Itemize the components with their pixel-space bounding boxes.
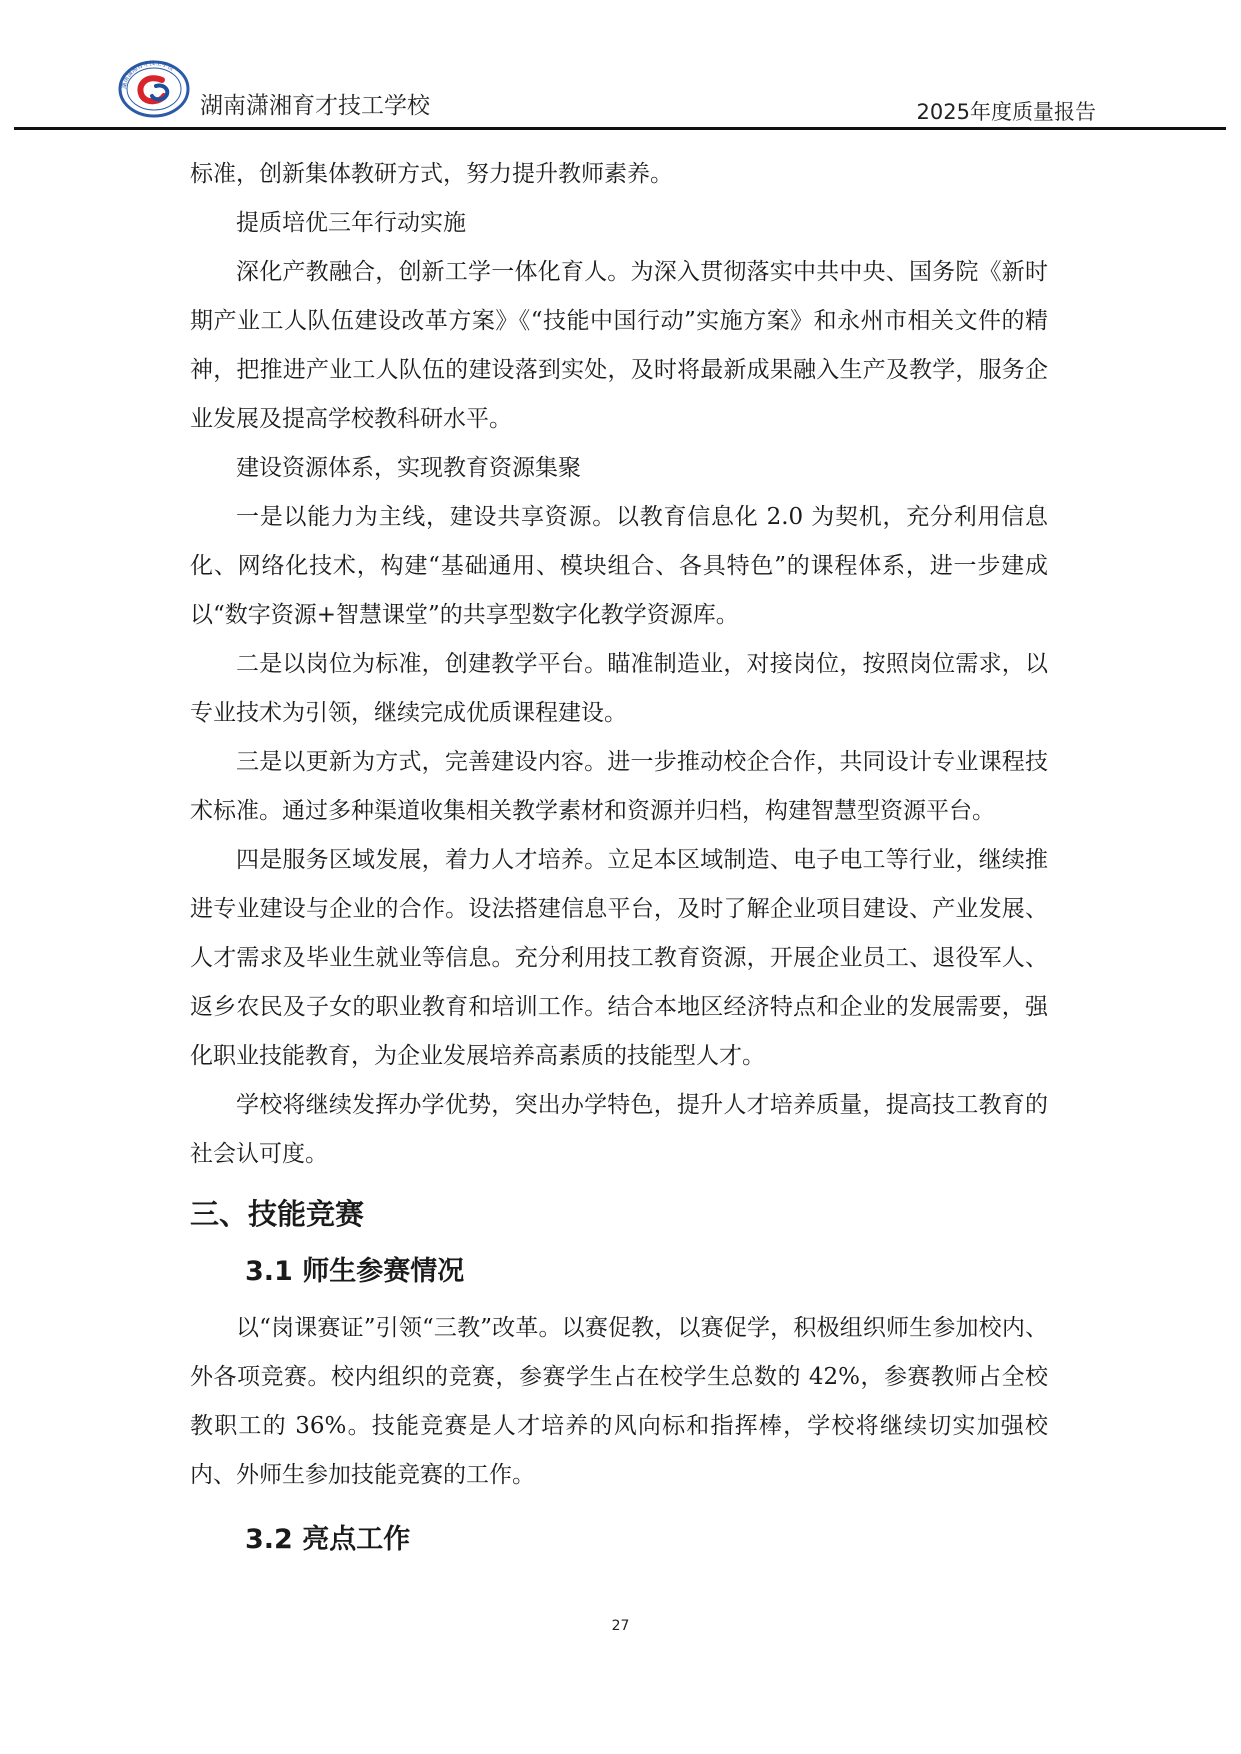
paragraph-industry-education: 深化产教融合，创新工学一体化育人。为深入贯彻落实中共中央、国务院《新时期产业工人队伍建设改革方案》《“技能中国行动”实施方案》和永州市相关文件的精神，把推进产业工人队伍的建设落到实处，及时将最新成果融入生产及教学，服务企业发展及提高学校教科研水平。 — [190, 259, 1048, 432]
subheading-action-plan: 提质培优三年行动实施 — [236, 210, 466, 236]
paragraph-point-two: 二是以岗位为标准，创建教学平台。瞄准制造业，对接岗位，按照岗位需求，以专业技术为引领，继续完成优质课程建设。 — [190, 651, 1048, 726]
paragraph-conclusion: 学校将继续发挥办学优势，突出办学特色，提升人才培养质量，提高技工教育的社会认可度。 — [190, 1092, 1048, 1167]
page-body — [190, 150, 1048, 1572]
paragraph-participation: 以“岗课赛证”引领“三教”改革。以赛促教，以赛促学，积极组织师生参加校内、外各项竞赛。校内组织的竞赛，参赛学生占在校学生总数的 42%，参赛教师占全校教职工的 36%。技能竞赛是人才培养的风向标和指挥棒，学校将继续切实加强校内、外师生参加技能竞赛的工作。 — [190, 1315, 1048, 1488]
paragraph-continuation: 标准，创新集体教研方式，努力提升教师素养。 — [190, 161, 673, 187]
section-heading-skill-competition: 三、技能竞赛 — [190, 1197, 365, 1231]
subsection-heading-highlights: 3.2 亮点工作 — [245, 1524, 411, 1555]
page-number: 27 — [611, 1618, 630, 1634]
school-name: 湖南潇湘育才技工学校 — [200, 93, 430, 119]
subsection-heading-participation: 3.1 师生参赛情况 — [245, 1256, 465, 1287]
logo-text: 湖南潇湘育才技工学校 — [120, 59, 175, 90]
header-divider — [14, 127, 1226, 130]
paragraph-point-one: 一是以能力为主线，建设共享资源。以教育信息化 2.0 为契机，充分利用信息化、网络化技术，构建“基础通用、模块组合、各具特色”的课程体系，进一步建成以“数字资源+智慧课堂”的共享型数字化教学资源库。 — [190, 504, 1048, 628]
school-logo — [114, 58, 194, 118]
paragraph-point-four: 四是服务区域发展，着力人才培养。立足本区域制造、电子电工等行业，继续推进专业建设与企业的合作。设法搭建信息平台，及时了解企业项目建设、产业发展、人才需求及毕业生就业等信息。充分利用技工教育资源，开展企业员工、退役军人、返乡农民及子女的职业教育和培训工作。结合本地区经济特点和企业的发展需要，强化职业技能教育，为企业发展培养高素质的技能型人才。 — [190, 847, 1048, 1069]
paragraph-point-three: 三是以更新为方式，完善建设内容。进一步推动校企合作，共同设计专业课程技术标准。通过多种渠道收集相关教学素材和资源并归档，构建智慧型资源平台。 — [190, 749, 1048, 824]
report-title: 2025年度质量报告 — [916, 100, 1096, 124]
subheading-resource-system: 建设资源体系，实现教育资源集聚 — [236, 455, 581, 481]
page-header — [14, 58, 1226, 130]
